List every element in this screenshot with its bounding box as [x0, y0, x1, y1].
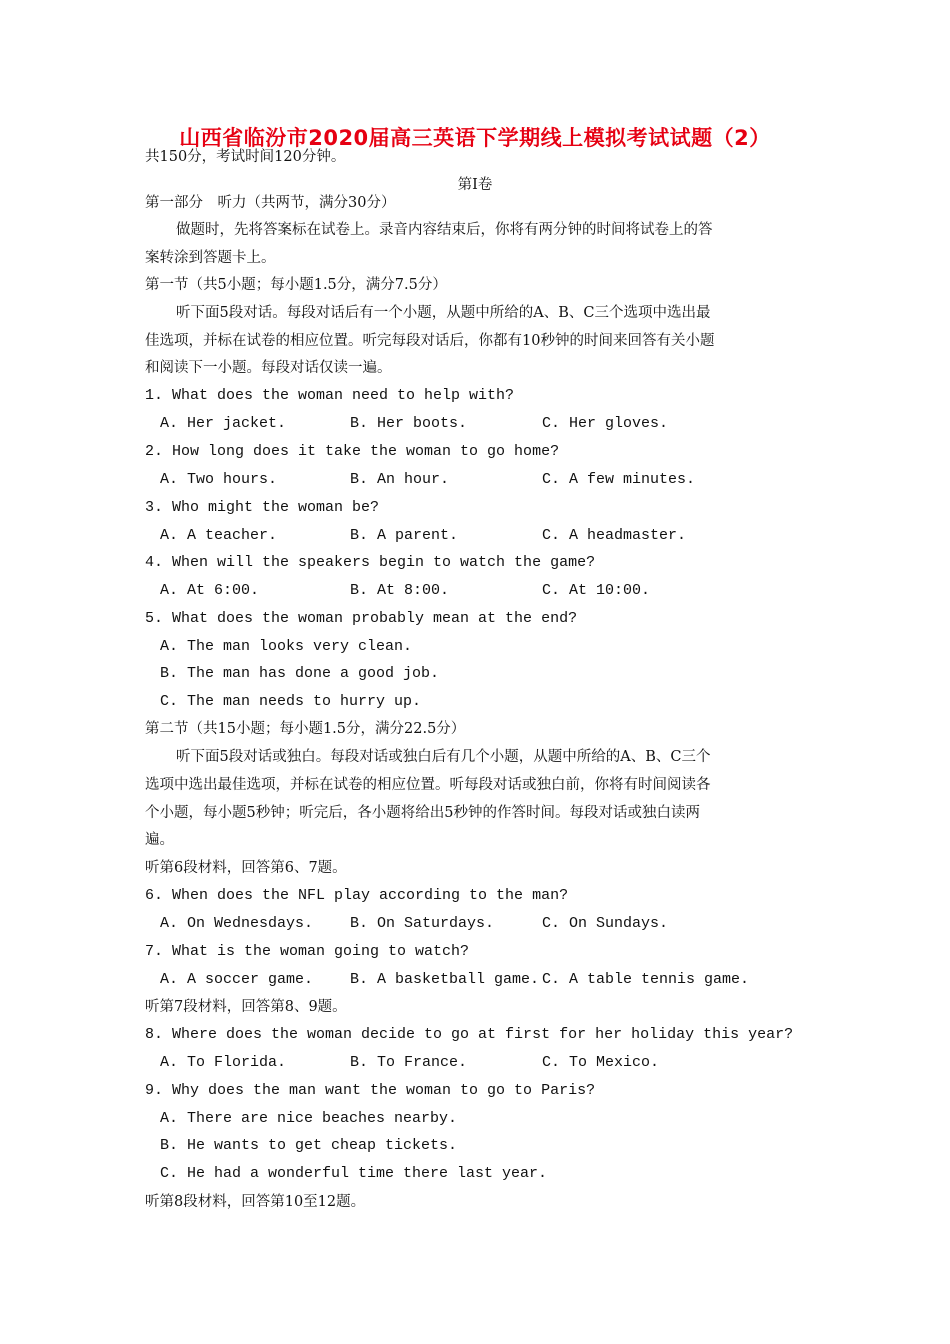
- option-b: B. He wants to get cheap tickets.: [160, 1137, 458, 1154]
- option-a: A. On Wednesdays.: [160, 915, 314, 932]
- option-b: B. At 8:00.: [350, 582, 450, 599]
- option-b: B. A parent.: [350, 527, 459, 544]
- option-c: C. A headmaster.: [542, 527, 687, 544]
- question-7-stem: 7. What is the woman going to watch?: [145, 943, 470, 960]
- option-a: A. A soccer game.: [160, 971, 314, 988]
- section-two-directions: 听下面5段对话或独白。每段对话或独白后有几个小题，从题中所给的A、B、C三个: [176, 749, 711, 765]
- material-6-heading: 听第6段材料，回答第6、7题。: [145, 860, 347, 876]
- option-a: A. There are nice beaches nearby.: [160, 1110, 458, 1127]
- section-one-heading: 第一节（共5小题；每小题1.5分，满分7.5分）: [145, 277, 447, 293]
- option-c: C. A few minutes.: [542, 471, 696, 488]
- question-3-stem: 3. Who might the woman be?: [145, 499, 380, 516]
- section-one-directions: 和阅读下一小题。每段对话仅读一遍。: [145, 360, 392, 376]
- page-title: 山西省临汾市2020届高三英语下学期线上模拟考试试题（2）: [179, 126, 771, 150]
- option-c: C. On Sundays.: [542, 915, 669, 932]
- option-a: A. A teacher.: [160, 527, 278, 544]
- question-1-stem: 1. What does the woman need to help with?: [145, 387, 515, 404]
- option-a: A. At 6:00.: [160, 582, 260, 599]
- question-4-stem: 4. When will the speakers begin to watch the game?: [145, 554, 596, 571]
- option-a: A. The man looks very clean.: [160, 638, 413, 655]
- section-one-directions: 听下面5段对话。每段对话后有一个小题，从题中所给的A、B、C三个选项中选出最: [176, 305, 711, 321]
- question-6-stem: 6. When does the NFL play according to the man?: [145, 887, 569, 904]
- option-c: C. At 10:00.: [542, 582, 651, 599]
- option-a: A. Two hours.: [160, 471, 278, 488]
- option-a: A. Her jacket.: [160, 415, 287, 432]
- option-a: A. To Florida.: [160, 1054, 287, 1071]
- section-two-directions: 个小题，每小题5秒钟；听完后，各小题将给出5秒钟的作答时间。每段对话或独白读两: [145, 805, 700, 821]
- question-8-stem: 8. Where does the woman decide to go at first for her holiday this year?: [145, 1026, 794, 1043]
- material-8-heading: 听第8段材料，回答第10至12题。: [145, 1194, 366, 1210]
- volume-heading: 第Ⅰ卷: [457, 177, 493, 193]
- option-b: B. Her boots.: [350, 415, 468, 432]
- instruction-line: 案转涂到答题卡上。: [145, 250, 276, 266]
- option-b: B. The man has done a good job.: [160, 665, 440, 682]
- instruction-line: 做题时，先将答案标在试卷上。录音内容结束后，你将有两分钟的时间将试卷上的答: [176, 222, 713, 238]
- option-b: B. A basketball game.: [350, 971, 540, 988]
- option-c: C. The man needs to hurry up.: [160, 693, 422, 710]
- section-two-directions: 遍。: [145, 832, 174, 848]
- option-c: C. Her gloves.: [542, 415, 669, 432]
- option-c: C. He had a wonderful time there last year.: [160, 1165, 548, 1182]
- question-9-stem: 9. Why does the man want the woman to go to Paris?: [145, 1082, 596, 1099]
- option-c: C. A table tennis game.: [542, 971, 750, 988]
- question-2-stem: 2. How long does it take the woman to go home?: [145, 443, 560, 460]
- part-one-heading: 第一部分 听力（共两节，满分30分）: [145, 195, 396, 211]
- section-one-directions: 佳选项，并标在试卷的相应位置。听完每段对话后，你都有10秒钟的时间来回答有关小题: [145, 333, 715, 349]
- exam-intro: 共150分，考试时间120分钟。: [145, 149, 346, 165]
- option-b: B. To France.: [350, 1054, 468, 1071]
- option-b: B. An hour.: [350, 471, 450, 488]
- section-two-directions: 选项中选出最佳选项，并标在试卷的相应位置。听每段对话或独白前，你将有时间阅读各: [145, 777, 711, 793]
- option-b: B. On Saturdays.: [350, 915, 495, 932]
- question-5-stem: 5. What does the woman probably mean at the end?: [145, 610, 578, 627]
- material-7-heading: 听第7段材料，回答第8、9题。: [145, 999, 347, 1015]
- option-c: C. To Mexico.: [542, 1054, 660, 1071]
- section-two-heading: 第二节（共15小题；每小题1.5分，满分22.5分）: [145, 721, 466, 737]
